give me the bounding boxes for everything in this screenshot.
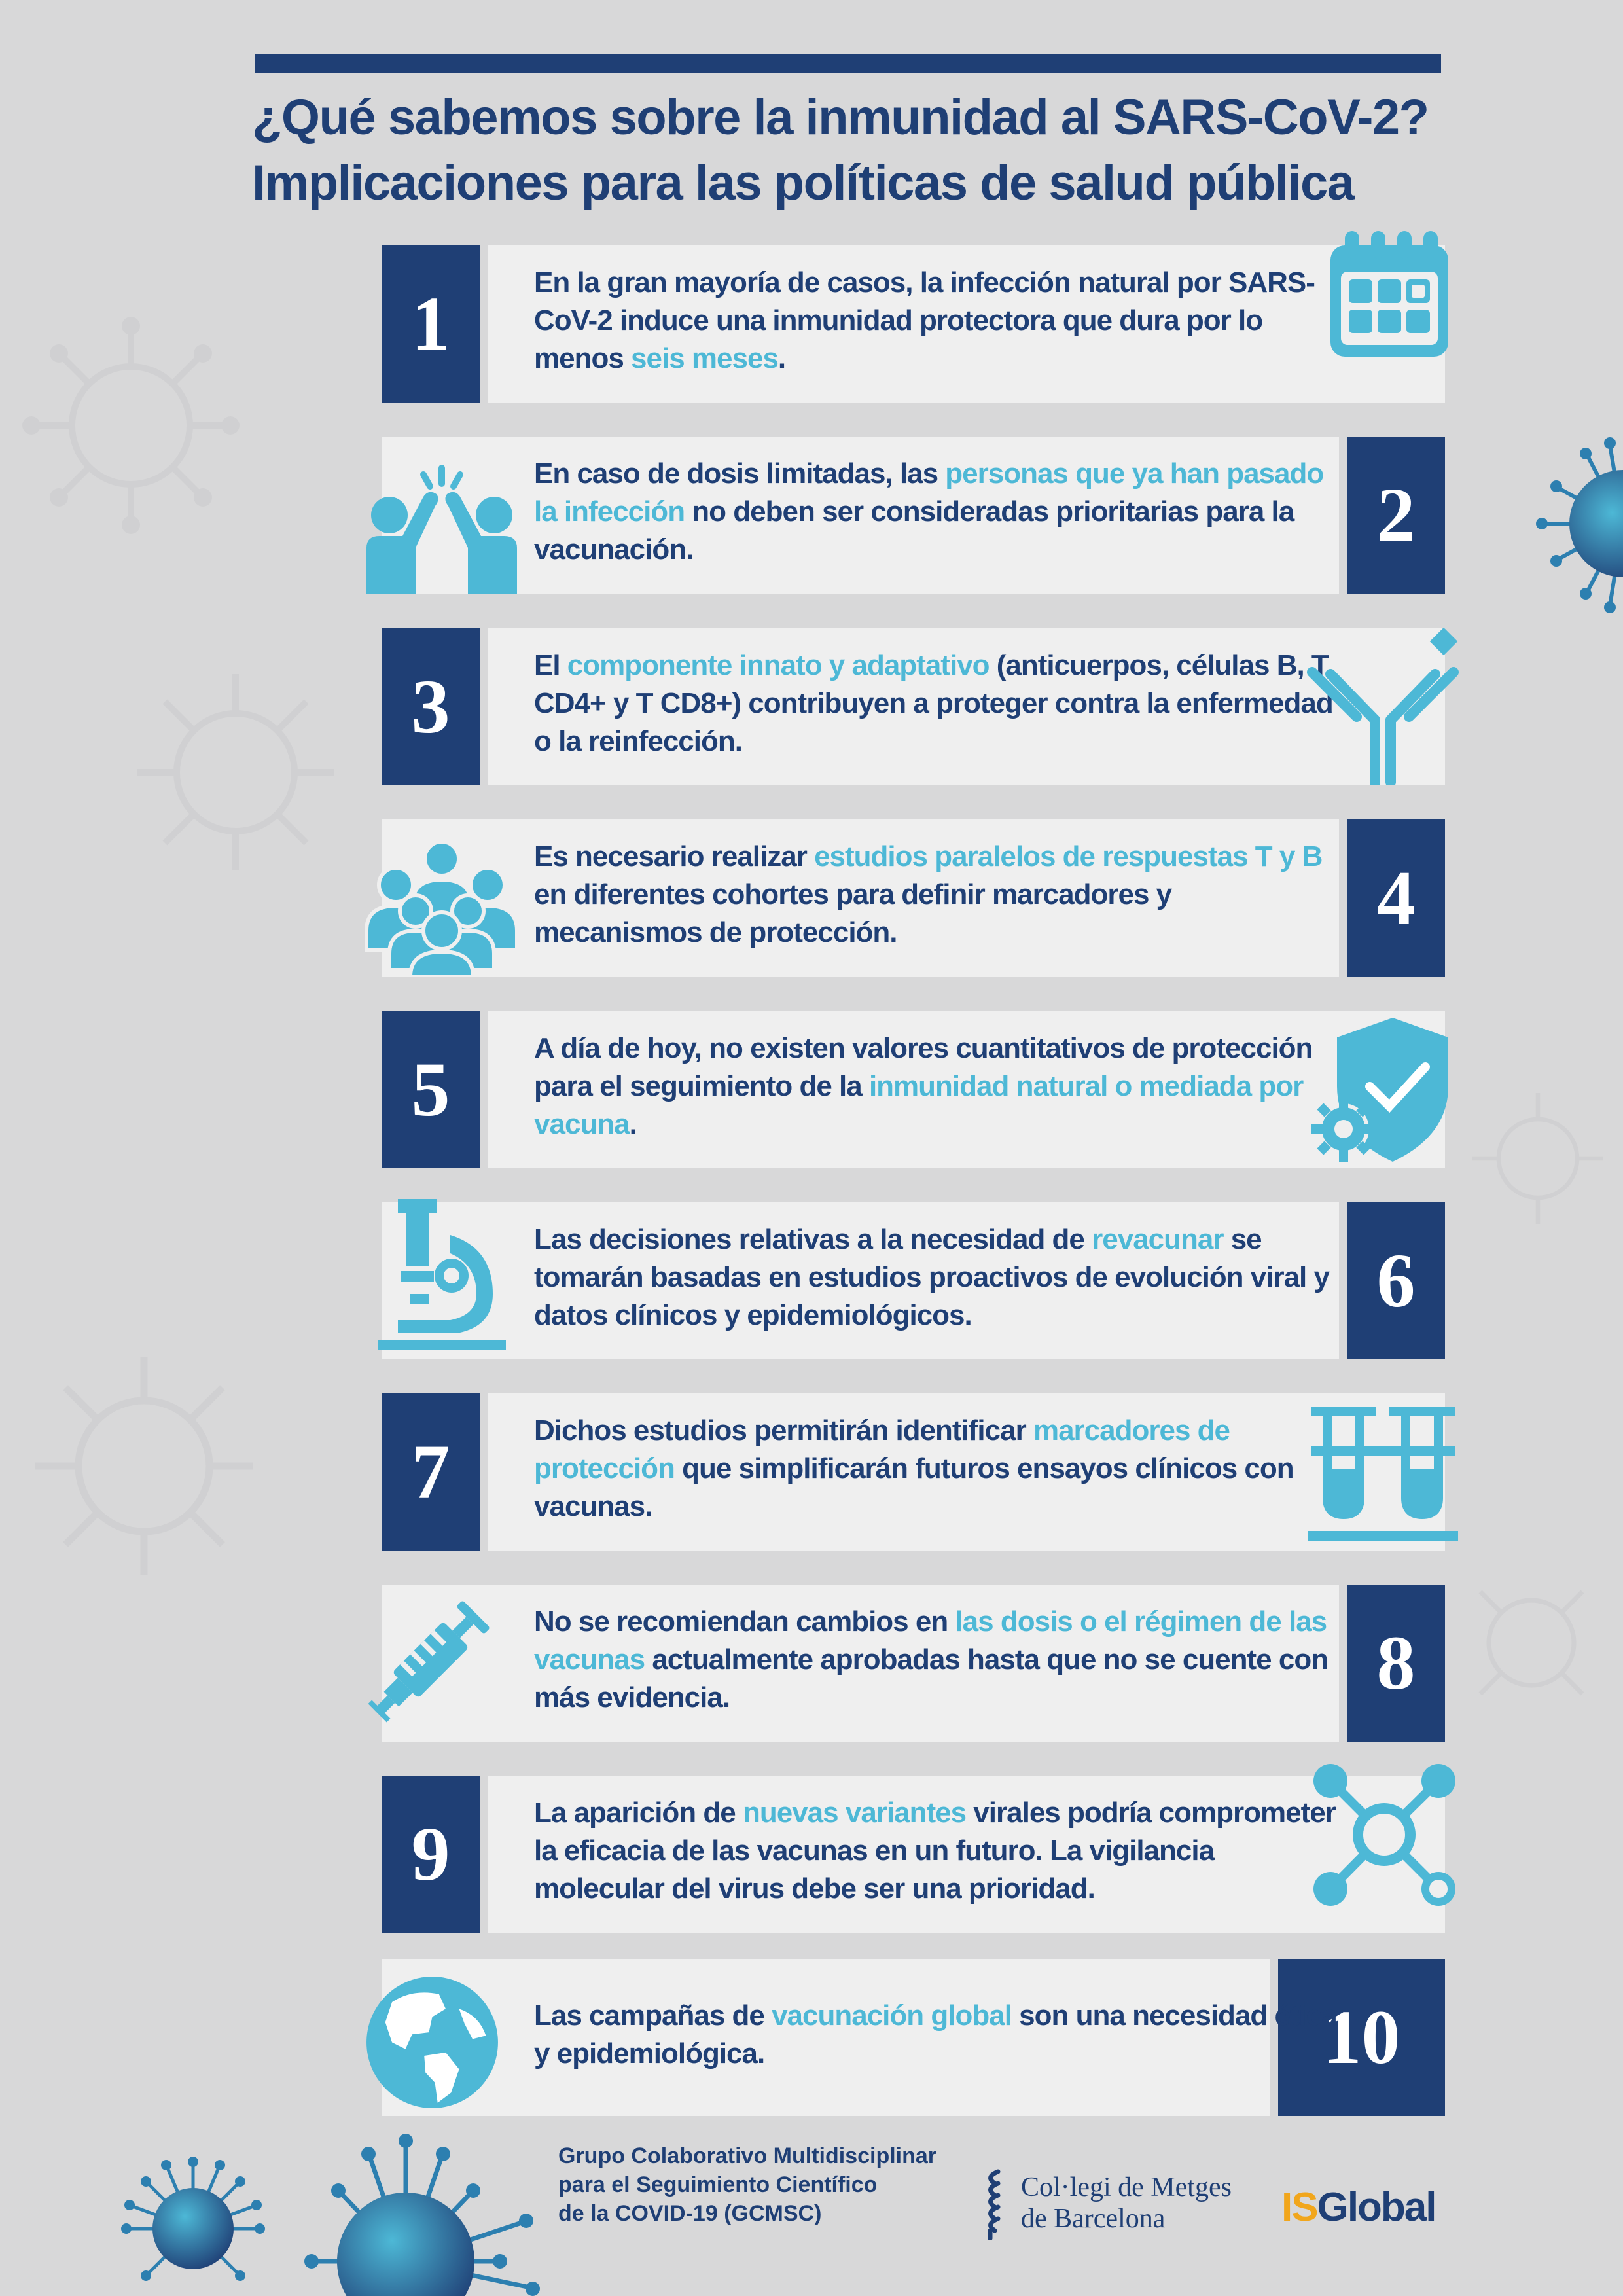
- item-text: La aparición de nuevas variantes virales podría comprometer la eficacia de las vacunas en un futuro. La vigilancia molecular del virus debe ser una prioridad.: [534, 1797, 1336, 1905]
- list-item-10: [382, 1959, 1445, 2116]
- title-line-1: ¿Qué sabemos sobre la inmunidad al SARS-CoV-2?: [252, 90, 1429, 145]
- group-people-icon: [363, 839, 520, 977]
- background-virus-icon: [13, 1335, 275, 1597]
- number-box: 6: [1347, 1202, 1445, 1359]
- number-box: 7: [382, 1393, 480, 1551]
- background-virus-icon: [1446, 1558, 1616, 1728]
- gcmsc-credit: Grupo Colaborativo Multidisciplinar para el Seguimiento Científico de la COVID-19 (GCMSC): [558, 2144, 937, 2226]
- top-rule: [255, 54, 1441, 73]
- item-text: En caso de dosis limitadas, las personas que ya han pasado la infección no deben ser consideradas prioritarias para la vacunación.: [534, 457, 1324, 565]
- item-text: En la gran mayoría de casos, la infección natural por SARS-CoV-2 induce una inmunidad protectora que dura por lo menos seis meses.: [534, 266, 1315, 374]
- item-text: Dichos estudios permitirán identificar marcadores de protección que simplificarán futuros ensayos clínicos con vacunas.: [534, 1414, 1294, 1522]
- list-item-9: [382, 1776, 1445, 1933]
- list-item-3: [382, 628, 1445, 785]
- globe-icon: [365, 1975, 499, 2109]
- page-title: [252, 85, 1495, 216]
- background-virus-icon: [13, 308, 249, 543]
- antibody-icon: [1304, 625, 1461, 785]
- list-item-5: [382, 1011, 1445, 1168]
- number-box: 3: [382, 628, 480, 785]
- calendar-icon: [1324, 231, 1455, 362]
- background-virus-icon: [118, 655, 353, 890]
- item-text: El componente innato y adaptativo (anticuerpos, células B, T CD4+ y T CD8+) contribuyen a proteger contra la enfermedad o la reinfección.: [534, 649, 1333, 757]
- number-box: 8: [1347, 1585, 1445, 1742]
- microscope-icon: [372, 1196, 516, 1359]
- number-box: 5: [382, 1011, 480, 1168]
- coronavirus-icon: [301, 2130, 550, 2296]
- item-text: Es necesario realizar estudios paralelos de respuestas T y B en diferentes cohortes para definir marcadores y mecanismos de protección.: [534, 840, 1323, 948]
- item-text: No se recomiendan cambios en las dosis o el régimen de las vacunas actualmente aprobadas hasta que no se cuente con más evidencia.: [534, 1605, 1329, 1713]
- number-box: 2: [1347, 437, 1445, 594]
- molecule-network-icon: [1311, 1761, 1458, 1909]
- list-item-2: [382, 437, 1445, 594]
- background-virus-icon: [1459, 1080, 1616, 1237]
- title-line-2: Implicaciones para las políticas de salud pública: [252, 155, 1354, 211]
- syringe-icon: [352, 1581, 509, 1738]
- comb-logo: [978, 2168, 1266, 2240]
- item-text: Las campañas de vacunación global son una necesidad ética y epidemiológica.: [534, 2000, 1337, 2070]
- list-item-7: [382, 1393, 1445, 1551]
- item-text: A día de hoy, no existen valores cuantitativos de protección para el seguimiento de la inmunidad natural o mediada por vacuna.: [534, 1032, 1313, 1140]
- list-item-1: [382, 245, 1445, 403]
- coronavirus-icon: [118, 2153, 268, 2296]
- list-item-4: [382, 819, 1445, 977]
- test-tubes-icon: [1304, 1407, 1461, 1544]
- comb-logo-mark-icon: [978, 2168, 1011, 2240]
- list-item-6: [382, 1202, 1445, 1359]
- number-box: 10: [1278, 1959, 1445, 2116]
- number-box: 4: [1347, 819, 1445, 977]
- isglobal-logo: ISGlobal: [1281, 2185, 1436, 2230]
- high-five-icon: [363, 463, 520, 594]
- number-box: 9: [382, 1776, 480, 1933]
- item-text: Las decisiones relativas a la necesidad de revacunar se tomarán basadas en estudios proactivos de evolución viral y datos clínicos y epidemiológicos.: [534, 1223, 1329, 1331]
- list-item-8: [382, 1585, 1445, 1742]
- shield-check-icon: [1308, 1014, 1458, 1165]
- number-box: 1: [382, 245, 480, 403]
- coronavirus-icon: [1525, 429, 1623, 625]
- comb-logo-text: Col·legi de Metges de Barcelona: [1021, 2172, 1232, 2234]
